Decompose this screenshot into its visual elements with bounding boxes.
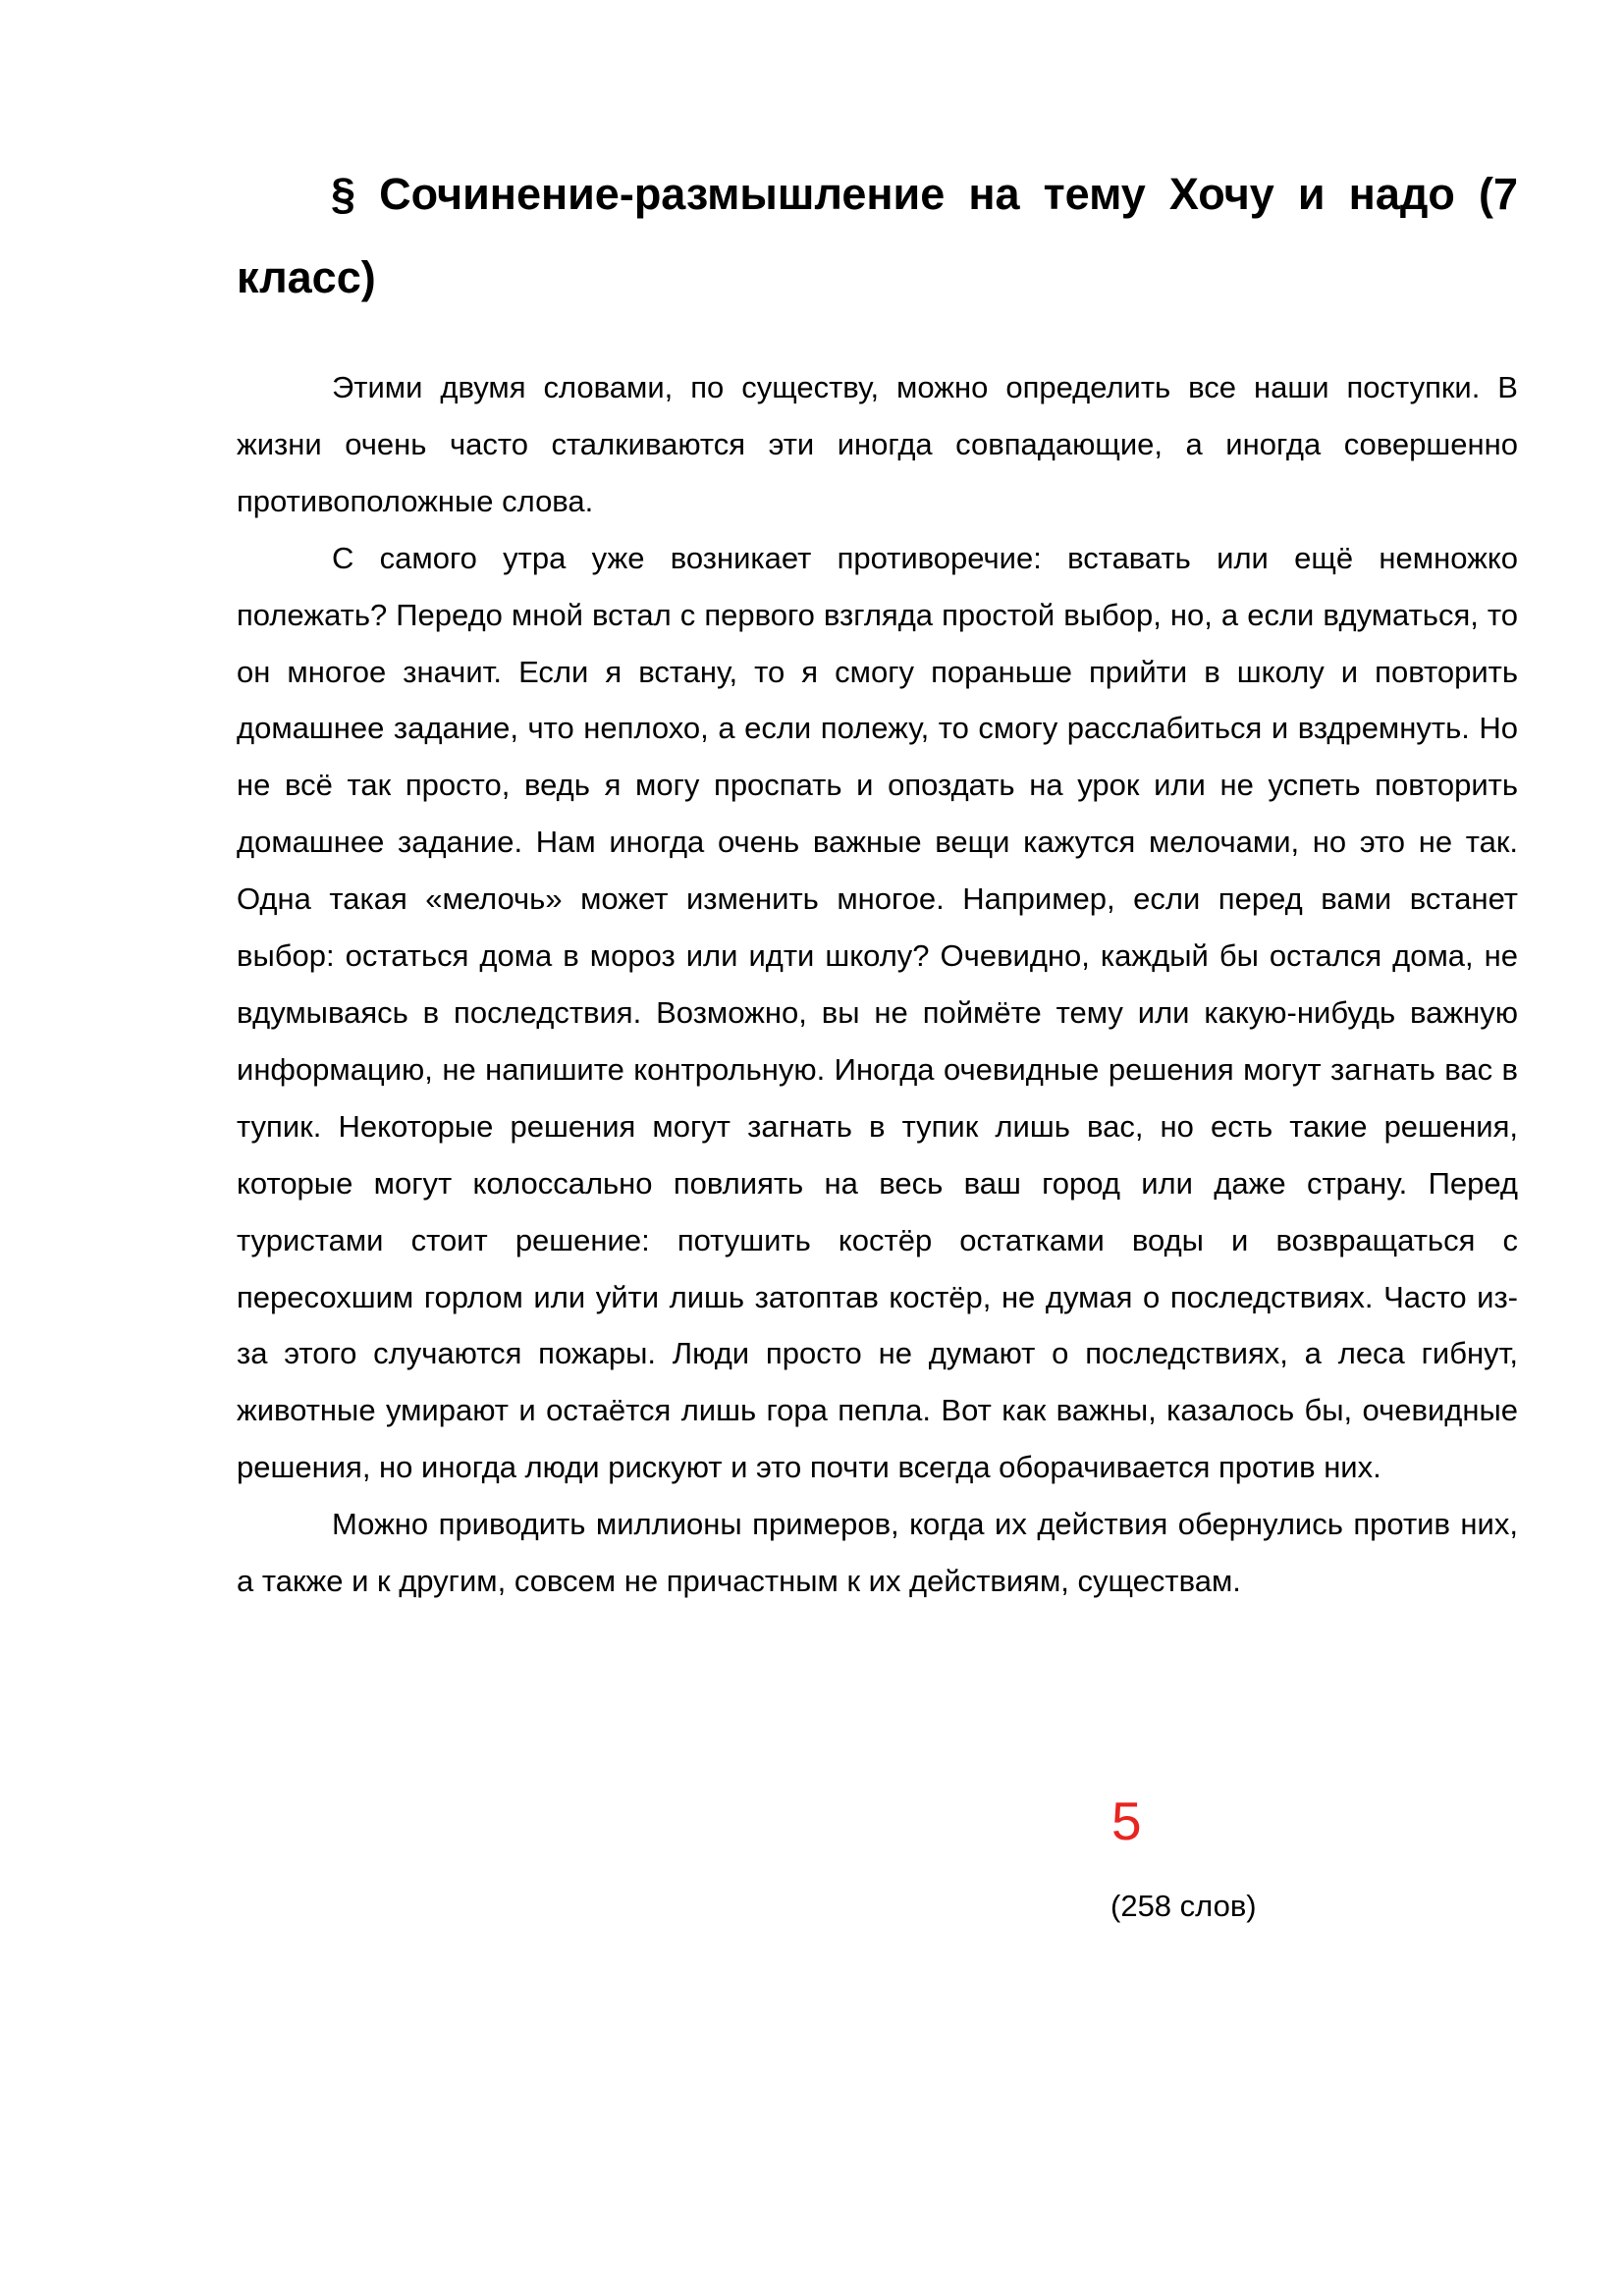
paragraph-3: Можно приводить миллионы примеров, когда их действия обернулись против них, а также и к другим, совсем не причастным к их действиям, существам. [237, 1507, 1518, 1599]
essay-body [237, 359, 1518, 1610]
word-count: (258 слов) [1110, 1889, 1257, 1923]
paragraph-1: Этими двумя словами, по существу, можно определить все наши поступки. В жизни очень часто сталкиваются эти иногда совпадающие, а иногда совершенно противоположные слова. [237, 370, 1518, 518]
grade-score: 5 [1111, 1790, 1142, 1851]
essay-title: § Сочинение-размышление на тему Хочу и надо (7 класс) [237, 169, 1518, 302]
paragraph-2: С самого утра уже возникает противоречие: вставать или ещё немножко полежать? Передо мной встал с первого взгляда простой выбор, но, а если вдуматься, то он многое значит. Если я встану, то я смогу пораньше прийти в школу и повторить домашнее задание, что неплохо, а если полежу, то смогу расслабиться и вздремнуть. Но не всё так просто, ведь я могу проспать и опоздать на урок или не успеть повторить домашнее задание. Нам иногда очень важные вещи кажутся мелочами, но это не так. Одна такая «мелочь» может изменить многое. Например, если перед вами встанет выбор: остаться дома в мороз или идти школу? Очевидно, каждый бы остался дома, не вдумываясь в последствия. Возможно, вы не поймёте тему или какую-нибудь важную информацию, не напишите контрольную. Иногда очевидные решения могут загнать вас в тупик. Некоторые решения могут загнать в тупик лишь вас, но есть такие решения, которые могут колоссально повлиять на весь ваш город или даже страну. Перед туристами стоит решение: потушить костёр остатками воды и возвращаться с пересохшим горлом или уйти лишь затоптав костёр, не думая о последствиях. Часто из-за этого случаются пожары. Люди просто не думают о последствиях, а леса гибнут, животные умирают и остаётся лишь гора пепла. Вот как важны, казалось бы, очевидные решения, но иногда люди рискуют и это почти всегда оборачивается против них. [237, 540, 1518, 1485]
